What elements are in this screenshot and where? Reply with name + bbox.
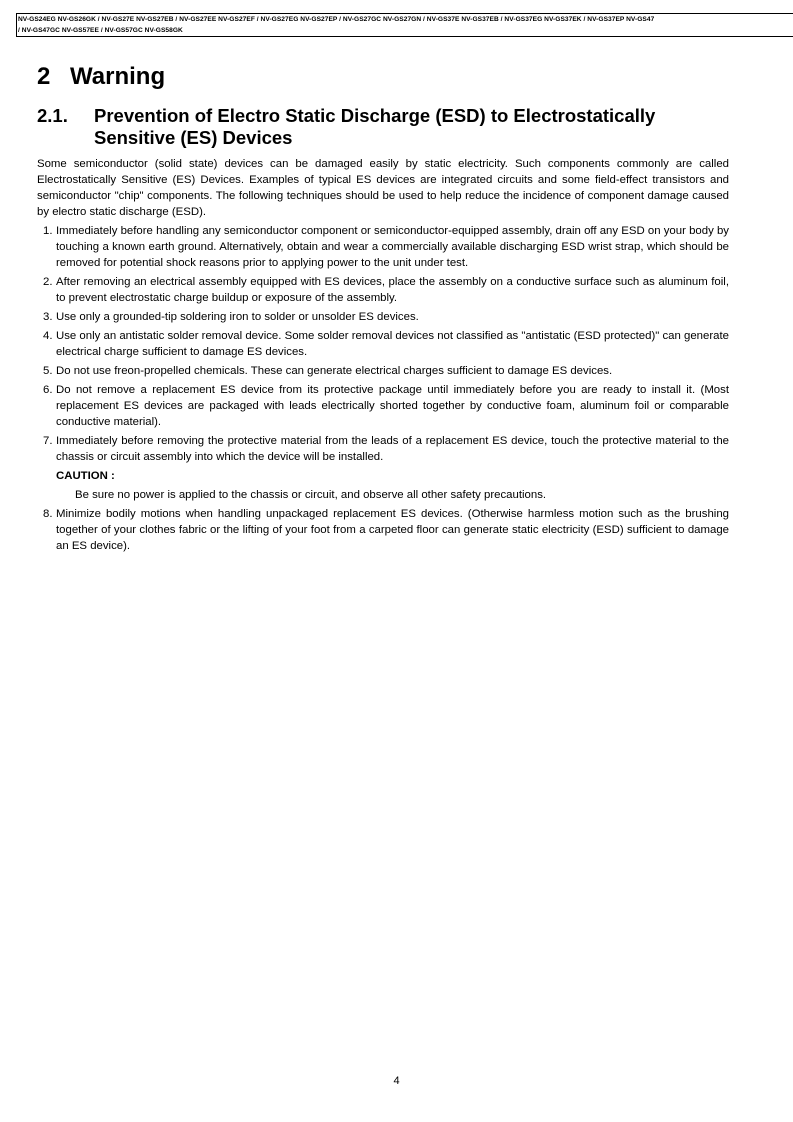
document-body <box>37 156 729 557</box>
list-item <box>37 506 729 554</box>
list-item <box>37 328 729 360</box>
list-item-number: 4. <box>43 330 53 342</box>
list-item-number: 6. <box>43 384 53 396</box>
list-item-text: Minimize bodily motions when handling unpackaged replacement ES devices. (Otherwise harmless motion such as the brushing together of your clothes fabric or the lifting of your foot from a carpeted floor can generate static electricity (ESD) sufficient to damage an ES device). <box>56 508 729 552</box>
list-item-text: Do not use freon-propelled chemicals. These can generate electrical charges sufficient to damage ES devices. <box>56 365 613 377</box>
model-list-line-2: / NV-GS47GC NV-GS57EE / NV-GS57GC NV-GS58GK <box>18 27 183 34</box>
intro-paragraph: Some semiconductor (solid state) devices can be damaged easily by static electricity. Such components commonly are called Electrostatically Sensitive (ES) Devices. Examples of typical ES devices are integrated circuits and some field-effect transistors and semiconductor "chip" components. The following techniques should be used to help reduce the incidence of component damage caused by electro static discharge (ESD). <box>37 158 729 218</box>
section-number: 2 <box>37 63 51 90</box>
caution-text: Be sure no power is applied to the chassis or circuit, and observe all other safety precautions. <box>75 489 547 501</box>
list-item <box>37 382 729 430</box>
list-item-number: 2. <box>43 276 53 288</box>
list-item-text: Immediately before removing the protective material from the leads of a replacement ES device, touch the protective material to the chassis or circuit assembly into which the device will be installed. <box>56 435 729 463</box>
section-title: Warning <box>70 63 166 90</box>
list-item-number: 5. <box>43 365 53 377</box>
list-item-text: Use only an antistatic solder removal device. Some solder removal devices not classified as "antistatic (ESD protected)" can generate electrical charge sufficient to damage ES devices. <box>56 330 729 358</box>
section-heading <box>37 62 165 92</box>
model-header <box>16 13 793 37</box>
list-item <box>37 309 729 325</box>
caution-label: CAUTION : <box>56 470 115 482</box>
list-item-text: Immediately before handling any semiconductor component or semiconductor-equipped assembly, drain off any ESD on your body by touching a known earth ground. Alternatively, obtain and wear a commercially available discharging ESD wrist strap, which should be removed for potential shock reasons prior to applying power to the unit under test. <box>56 225 729 269</box>
list-item-text: After removing an electrical assembly equipped with ES devices, place the assembly on a conductive surface such as aluminum foil, to prevent electrostatic charge buildup or exposure of the assembly. <box>56 276 729 304</box>
esd-technique-list <box>37 223 729 465</box>
list-item <box>37 363 729 379</box>
subsection-title: Prevention of Electro Static Discharge (ESD) to Electrostatically Sensitive (ES) Devices <box>94 105 656 148</box>
model-list-line-1: NV-GS24EG NV-GS26GK / NV-GS27E NV-GS27EB / NV-GS27EE NV-GS27EF / NV-GS27EG NV-GS27EP / NV-GS27GC NV-GS27GN / NV-GS37E NV-GS37EB / NV-GS37EG NV-GS37EK / NV-GS37EP NV-GS47 <box>18 16 655 23</box>
list-item-number: 8. <box>43 508 53 520</box>
list-item-number: 1. <box>43 225 53 237</box>
list-item-text: Use only a grounded-tip soldering iron to solder or unsolder ES devices. <box>56 311 419 323</box>
list-item-number: 3. <box>43 311 53 323</box>
list-item <box>37 274 729 306</box>
list-item-number: 7. <box>43 435 53 447</box>
page-number: 4 <box>393 1075 400 1087</box>
subsection-heading <box>37 105 737 149</box>
list-item-text: Do not remove a replacement ES device from its protective package until immediately before you are ready to install it. (Most replacement ES devices are packaged with leads electrically shorted together by conductive foam, aluminum foil or comparable conductive material). <box>56 384 729 428</box>
list-item <box>37 433 729 465</box>
esd-technique-list-continued <box>37 506 729 554</box>
subsection-number: 2.1. <box>37 105 68 126</box>
list-item <box>37 223 729 271</box>
